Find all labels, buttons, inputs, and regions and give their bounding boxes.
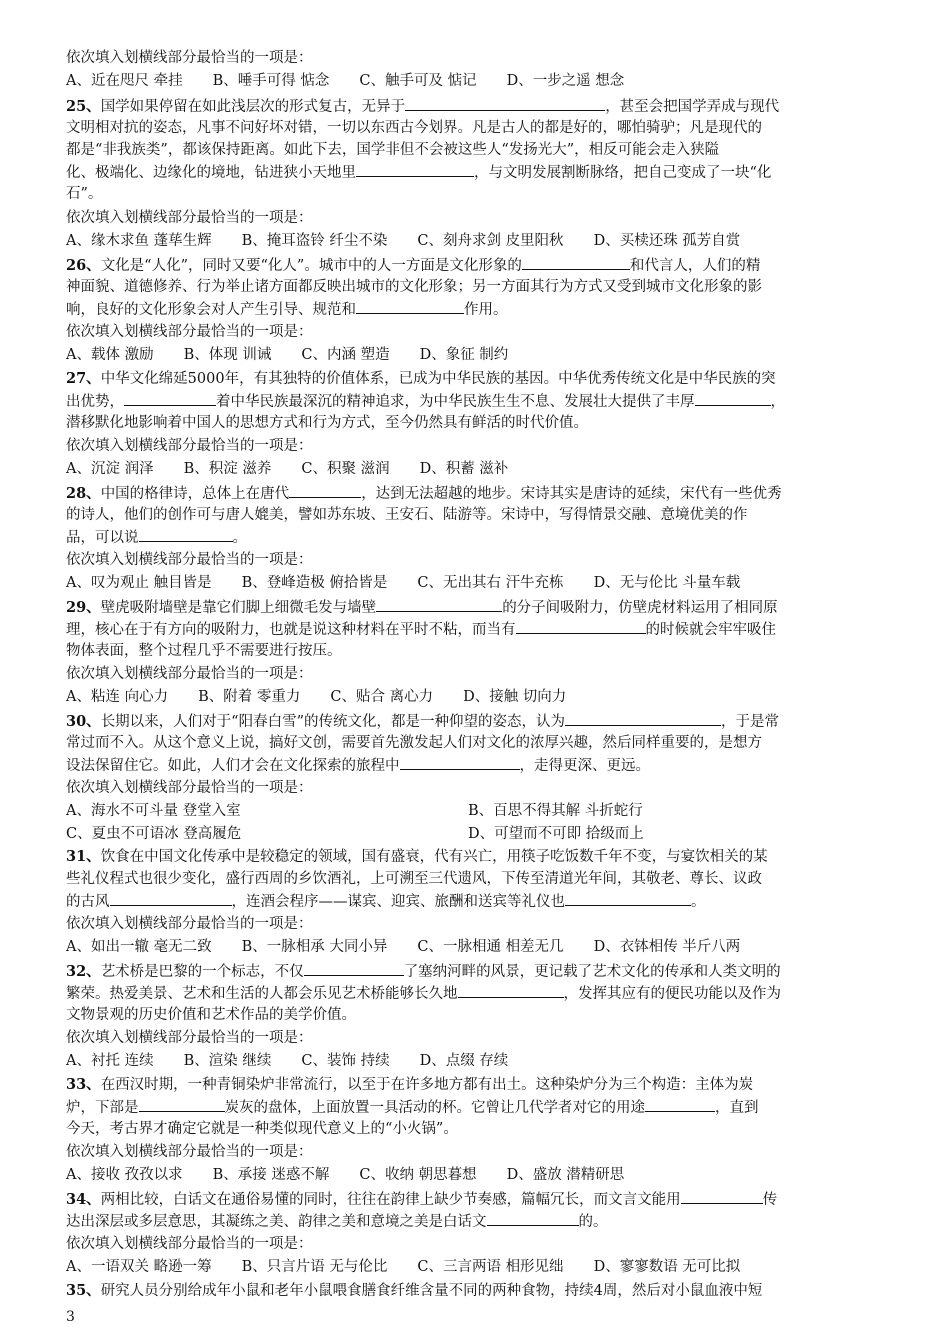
blank <box>487 1210 579 1226</box>
q27-line-2: 出优势， 着中华民族最深沉的精神追求，为中华民族生生不息、发展壮大提供了丰厚 ， <box>66 390 886 412</box>
q25-line-5: 石”。 <box>66 186 103 202</box>
q28-line-1: 28、中国的格律诗，总体上在唐代 ，达到无法超越的地步。宋诗其实是唐诗的延续，宋代有一些优秀 <box>66 482 886 504</box>
q32-option-b: B、渲染 继续 <box>183 1053 272 1069</box>
q34-option-d: D、寥寥数语 无可比拟 <box>593 1259 741 1275</box>
q30-option-a: A、海水不可斗量 登堂入室 <box>66 803 241 819</box>
q27-option-c: C、积聚 滋润 <box>301 461 390 477</box>
blank <box>124 390 216 406</box>
q30-options-row-2 <box>66 823 886 845</box>
blank <box>304 960 404 976</box>
q25-number: 25、 <box>66 98 101 115</box>
blank <box>458 982 564 998</box>
q29-option-d: D、接触 切向力 <box>463 689 567 705</box>
blank <box>400 754 520 770</box>
q26-options <box>66 344 886 366</box>
q26-option-a: A、载体 激励 <box>66 347 154 363</box>
blank <box>681 1188 763 1204</box>
q33-options <box>66 1164 886 1186</box>
q25-line-3: 都是“非我族类”，都该保持距离。如此下去，国学非但不会被这些人“发扬光大”，相反可能会走入狭隘 <box>66 142 720 158</box>
q24-option-a: A、近在咫尺 牵挂 <box>66 73 183 89</box>
q34-option-c: C、三言两语 相形见绌 <box>417 1259 564 1275</box>
q30-line-3: 设法保留住它。如此，人们才会在文化探索的旅程中 ，走得更深、更远。 <box>66 754 886 776</box>
q27-option-a: A、沉淀 润泽 <box>66 461 154 477</box>
q31-option-a: A、如出一辙 毫无二致 <box>66 939 212 955</box>
q30-option-c: C、夏虫不可语冰 登高履危 <box>66 826 242 842</box>
blank <box>139 526 233 542</box>
q34-line-2: 达出深层或多层意思，其凝练之美、韵律之美和意境之美是白话文 的。 <box>66 1210 886 1232</box>
q31-option-d: D、衣钵相传 半斤八两 <box>593 939 741 955</box>
q31-options <box>66 936 886 958</box>
q32-option-c: C、装饰 持续 <box>301 1053 390 1069</box>
q35-line-1: 35、研究人员分别给成年小鼠和老年小鼠喂食膳食纤维含量不同的两种食物，持续4周，然后对小鼠血液中短 <box>66 1282 763 1299</box>
q25-prompt: 依次填入划横线部分最恰当的一项是： <box>66 210 313 226</box>
q28-option-d: D、无与伦比 斗量车载 <box>593 575 741 591</box>
blank <box>376 596 502 612</box>
q29-number: 29、 <box>66 599 101 616</box>
q27-number: 27、 <box>66 370 101 387</box>
blank <box>516 618 646 634</box>
q26-prompt: 依次填入划横线部分最恰当的一项是： <box>66 324 313 340</box>
q34-prompt: 依次填入划横线部分最恰当的一项是： <box>66 1236 313 1252</box>
q33-option-c: C、收纳 朝思暮想 <box>359 1167 477 1183</box>
q31-prompt: 依次填入划横线部分最恰当的一项是： <box>66 916 313 932</box>
q32-line-3: 文物景观的历史价值和艺术作品的美学价值。 <box>66 1007 356 1023</box>
q34-number: 34、 <box>66 1191 101 1208</box>
q24-options <box>66 70 886 92</box>
blank <box>405 95 605 111</box>
q25-option-d: D、买椟还珠 孤芳自赏 <box>593 233 741 249</box>
q29-prompt: 依次填入划横线部分最恰当的一项是： <box>66 666 313 682</box>
q33-option-b: B、承接 迷惑不解 <box>212 1167 330 1183</box>
q30-number: 30、 <box>66 713 101 730</box>
q28-option-b: B、登峰造极 俯拾皆是 <box>241 575 388 591</box>
q33-line-2: 炉，下部是 炭灰的盘体，上面放置一具活动的杯。它曾让几代学者对它的用途 ，直到 <box>66 1096 886 1118</box>
q30-options-row-1 <box>66 800 886 822</box>
blank <box>289 482 361 498</box>
q24-option-c: C、触手可及 惦记 <box>359 73 477 89</box>
q27-options <box>66 458 886 480</box>
q28-prompt: 依次填入划横线部分最恰当的一项是： <box>66 552 313 568</box>
q26-option-d: D、象征 制约 <box>419 347 509 363</box>
q24-option-b: B、唾手可得 惦念 <box>212 73 330 89</box>
page-number: 3 <box>66 1309 75 1325</box>
q33-number: 33、 <box>66 1076 101 1093</box>
blank <box>645 1096 715 1112</box>
q28-option-c: C、无出其右 汗牛充栋 <box>417 575 564 591</box>
q25-options <box>66 230 886 252</box>
q27-option-b: B、积淀 滋养 <box>183 461 272 477</box>
q30-line-2: 常过而不入。从这个意义上说，搞好文创，需要首先激发起人们对文化的浓厚兴趣，然后同样重要的，是想方 <box>66 735 762 751</box>
q29-option-b: B、附着 零重力 <box>198 689 301 705</box>
blank <box>110 890 232 906</box>
q26-line-1: 26、文化是“人化”，同时又要“化人”。城市中的人一方面是文化形象的 和代言人，人们的精 <box>66 254 886 276</box>
q28-options <box>66 572 886 594</box>
q29-option-a: A、粘连 向心力 <box>66 689 169 705</box>
q32-option-d: D、点缀 存续 <box>419 1053 509 1069</box>
q30-option-d: D、可望而不可即 拾级而上 <box>468 826 644 842</box>
q32-line-1: 32、艺术桥是巴黎的一个标志，不仅 了塞纳河畔的风景，更记载了艺术文化的传承和人类文明的 <box>66 960 886 982</box>
q34-option-a: A、一语双关 略逊一筹 <box>66 1259 212 1275</box>
q29-line-2: 理，核心在于有方向的吸附力，也就是说这种材料在平时不粘，而当有 的时候就会牢牢吸住 <box>66 618 886 640</box>
q30-prompt: 依次填入划横线部分最恰当的一项是： <box>66 780 313 796</box>
q33-line-1: 33、在西汉时期，一种青铜染炉非常流行，以至于在许多地方都有出土。这种染炉分为三个构造：主体为炭 <box>66 1076 754 1093</box>
q25-option-b: B、掩耳盗铃 纤尘不染 <box>241 233 388 249</box>
q25-option-c: C、刻舟求剑 皮里阳秋 <box>417 233 564 249</box>
q31-option-c: C、一脉相通 相差无几 <box>417 939 564 955</box>
q33-option-a: A、接收 孜孜以求 <box>66 1167 183 1183</box>
blank <box>565 710 721 726</box>
blank <box>139 1096 225 1112</box>
q33-option-d: D、盛放 潜精研思 <box>506 1167 625 1183</box>
q29-options <box>66 686 886 708</box>
blank <box>565 890 691 906</box>
blank <box>522 254 630 270</box>
q33-line-3: 今天，考古界才确定它就是一种类似现代意义上的“小火锅”。 <box>66 1121 458 1137</box>
q30-option-b: B、百思不得其解 斗折蛇行 <box>468 803 643 819</box>
q27-line-1: 27、中华文化绵延5000年，有其独特的价值体系，已成为中华民族的基因。中华优秀传统文化是中华民族的突 <box>66 370 776 387</box>
q34-line-1: 34、两相比较，白话文在通俗易懂的同时，往往在韵律上缺少节奏感，篇幅冗长，而文言文能用 传 <box>66 1188 886 1210</box>
q24-prompt: 依次填入划横线部分最恰当的一项是： <box>66 50 313 66</box>
q31-number: 31、 <box>66 848 101 865</box>
blank <box>356 161 474 177</box>
q25-line-4: 化、极端化、边缘化的境地，钻进狭小天地里 ，与文明发展割断脉络，把自己变成了一块“化 <box>66 161 886 183</box>
q25-line-2: 文明相对抗的姿态，凡事不问好坏对错，一切以东西古今划界。凡是古人的都是好的，哪怕骑驴；凡是现代的 <box>66 120 762 136</box>
q27-line-3: 潜移默化地影响着中国人的思想方式和行为方式，至今仍然具有鲜活的时代价值。 <box>66 415 588 431</box>
q28-line-3: 品，可以说 。 <box>66 526 886 548</box>
q33-prompt: 依次填入划横线部分最恰当的一项是： <box>66 1144 313 1160</box>
q27-prompt: 依次填入划横线部分最恰当的一项是： <box>66 438 313 454</box>
q28-number: 28、 <box>66 485 101 502</box>
q34-option-b: B、只言片语 无与伦比 <box>241 1259 388 1275</box>
q28-option-a: A、叹为观止 触目皆是 <box>66 575 212 591</box>
q32-option-a: A、衬托 连续 <box>66 1053 154 1069</box>
q35-number: 35、 <box>66 1282 101 1299</box>
blank <box>695 390 771 406</box>
q25-option-a: A、缘木求鱼 蓬荜生辉 <box>66 233 212 249</box>
q32-options <box>66 1050 886 1072</box>
q26-option-b: B、体现 训诫 <box>183 347 272 363</box>
q29-line-1: 29、壁虎吸附墙壁是靠它们脚上细微毛发与墙壁 的分子间吸附力，仿壁虎材料运用了相同原 <box>66 596 886 618</box>
q32-line-2: 繁荣。热爱美景、艺术和生活的人都会乐见艺术桥能够长久地 ，发挥其应有的便民功能以及作为 <box>66 982 886 1004</box>
q30-line-1: 30、长期以来，人们对于“阳春白雪”的传统文化，都是一种仰望的姿态，认为 ，于是常 <box>66 710 886 732</box>
q29-line-3: 物体表面，整个过程几乎不需要进行按压。 <box>66 643 342 659</box>
q28-line-2: 的诗人，他们的创作可与唐人媲美，譬如苏东坡、王安石、陆游等。宋诗中，写得情景交融、意境优美的作 <box>66 507 748 523</box>
q31-line-3: 的古风 ，连酒会程序——谋宾、迎宾、旅酬和送宾等礼仪也 。 <box>66 890 886 912</box>
q32-prompt: 依次填入划横线部分最恰当的一项是： <box>66 1030 313 1046</box>
q26-line-2: 神面貌、道德修养、行为举止诸方面都反映出城市的文化形象；另一方面其行为方式又受到城市文化形象的影 <box>66 279 762 295</box>
q25-line-1: 25、国学如果停留在如此浅层次的形式复古，无异于 ，甚至会把国学弄成与现代 <box>66 95 886 117</box>
q26-line-3: 响，良好的文化形象会对人产生引导、规范和 作用。 <box>66 298 886 320</box>
q31-line-1: 31、饮食在中国文化传承中是较稳定的领域，国有盛衰，代有兴亡，用筷子吃饭数千年不变，与宴饮相关的某 <box>66 848 768 865</box>
q29-option-c: C、贴合 离心力 <box>330 689 434 705</box>
q27-option-d: D、积蓄 滋补 <box>419 461 509 477</box>
q24-option-d: D、一步之遥 想念 <box>506 73 625 89</box>
blank <box>356 298 464 314</box>
q34-options <box>66 1256 886 1278</box>
q32-number: 32、 <box>66 963 101 980</box>
q26-option-c: C、内涵 塑造 <box>301 347 390 363</box>
q26-number: 26、 <box>66 257 101 274</box>
q31-line-2: 些礼仪程式也很少变化，盛行西周的乡饮酒礼，上可溯至三代遗风，下传至清道光年间，其敬老、尊长、议政 <box>66 871 762 887</box>
q31-option-b: B、一脉相承 大同小异 <box>241 939 388 955</box>
